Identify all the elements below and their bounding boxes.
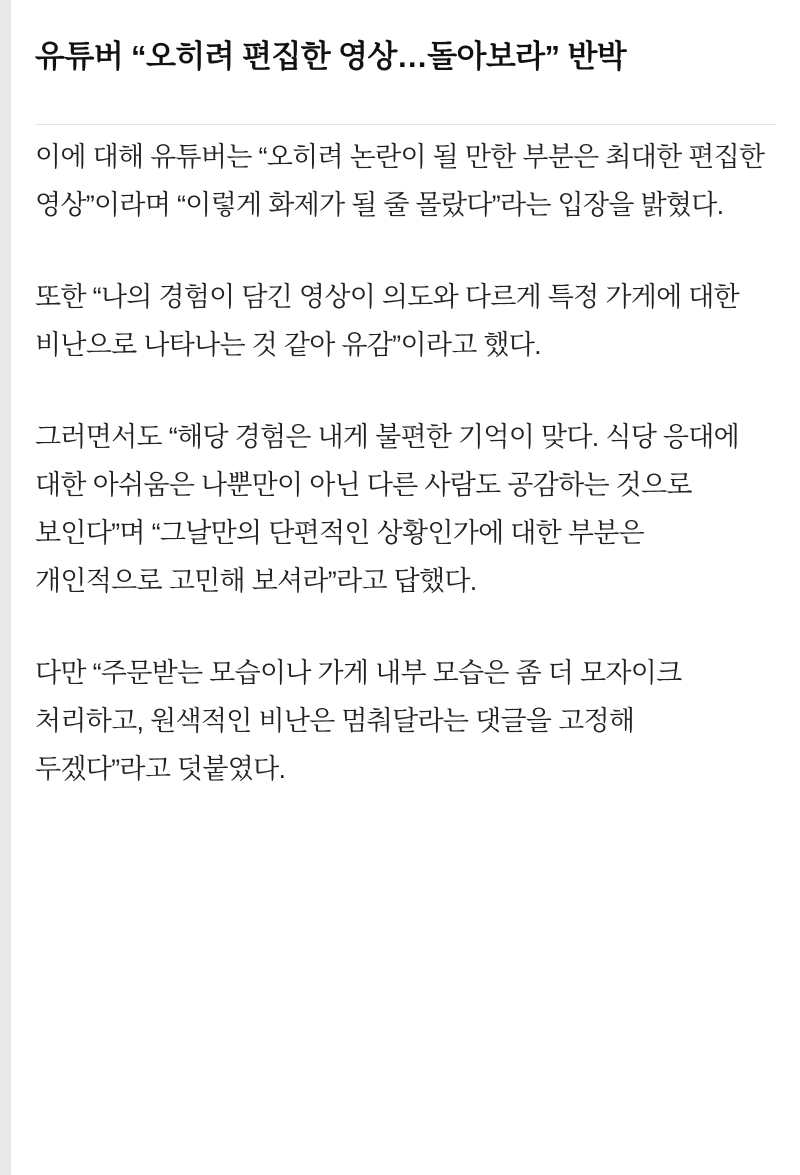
- page-title: 유튜버 “오히려 편집한 영상…돌아보라” 반박: [35, 39, 627, 74]
- article-body: [35, 125, 776, 794]
- left-margin-rail: [0, 0, 11, 1175]
- article-paragraph: 이에 대해 유튜버는 “오히려 논란이 될 만한 부분은 최대한 편집한 영상”이라며 “이렇게 화제가 될 줄 몰랐다”라는 입장을 밝혔다.: [35, 141, 765, 220]
- article-paragraph: 또한 “나의 경험이 담긴 영상이 의도와 다르게 특정 가게에 대한 비난으로 나타나는 것 같아 유감”이라고 했다.: [35, 281, 740, 360]
- article-paragraph: 다만 “주문받는 모습이나 가게 내부 모습은 좀 더 모자이크 처리하고, 원색적인 비난은 멈춰달라는 댓글을 고정해 두겠다”라고 덧붙였다.: [35, 658, 682, 785]
- article-page: [11, 0, 800, 1175]
- article-paragraph: 그러면서도 “해당 경험은 내게 불편한 기억이 맞다. 식당 응대에 대한 아쉬움은 나뿐만이 아닌 다른 사람도 공감하는 것으로 보인다”며 “그날만의 단편적인 상황인가에 대한 부분은 개인적으로 고민해 보셔라”라고 답했다.: [35, 422, 740, 597]
